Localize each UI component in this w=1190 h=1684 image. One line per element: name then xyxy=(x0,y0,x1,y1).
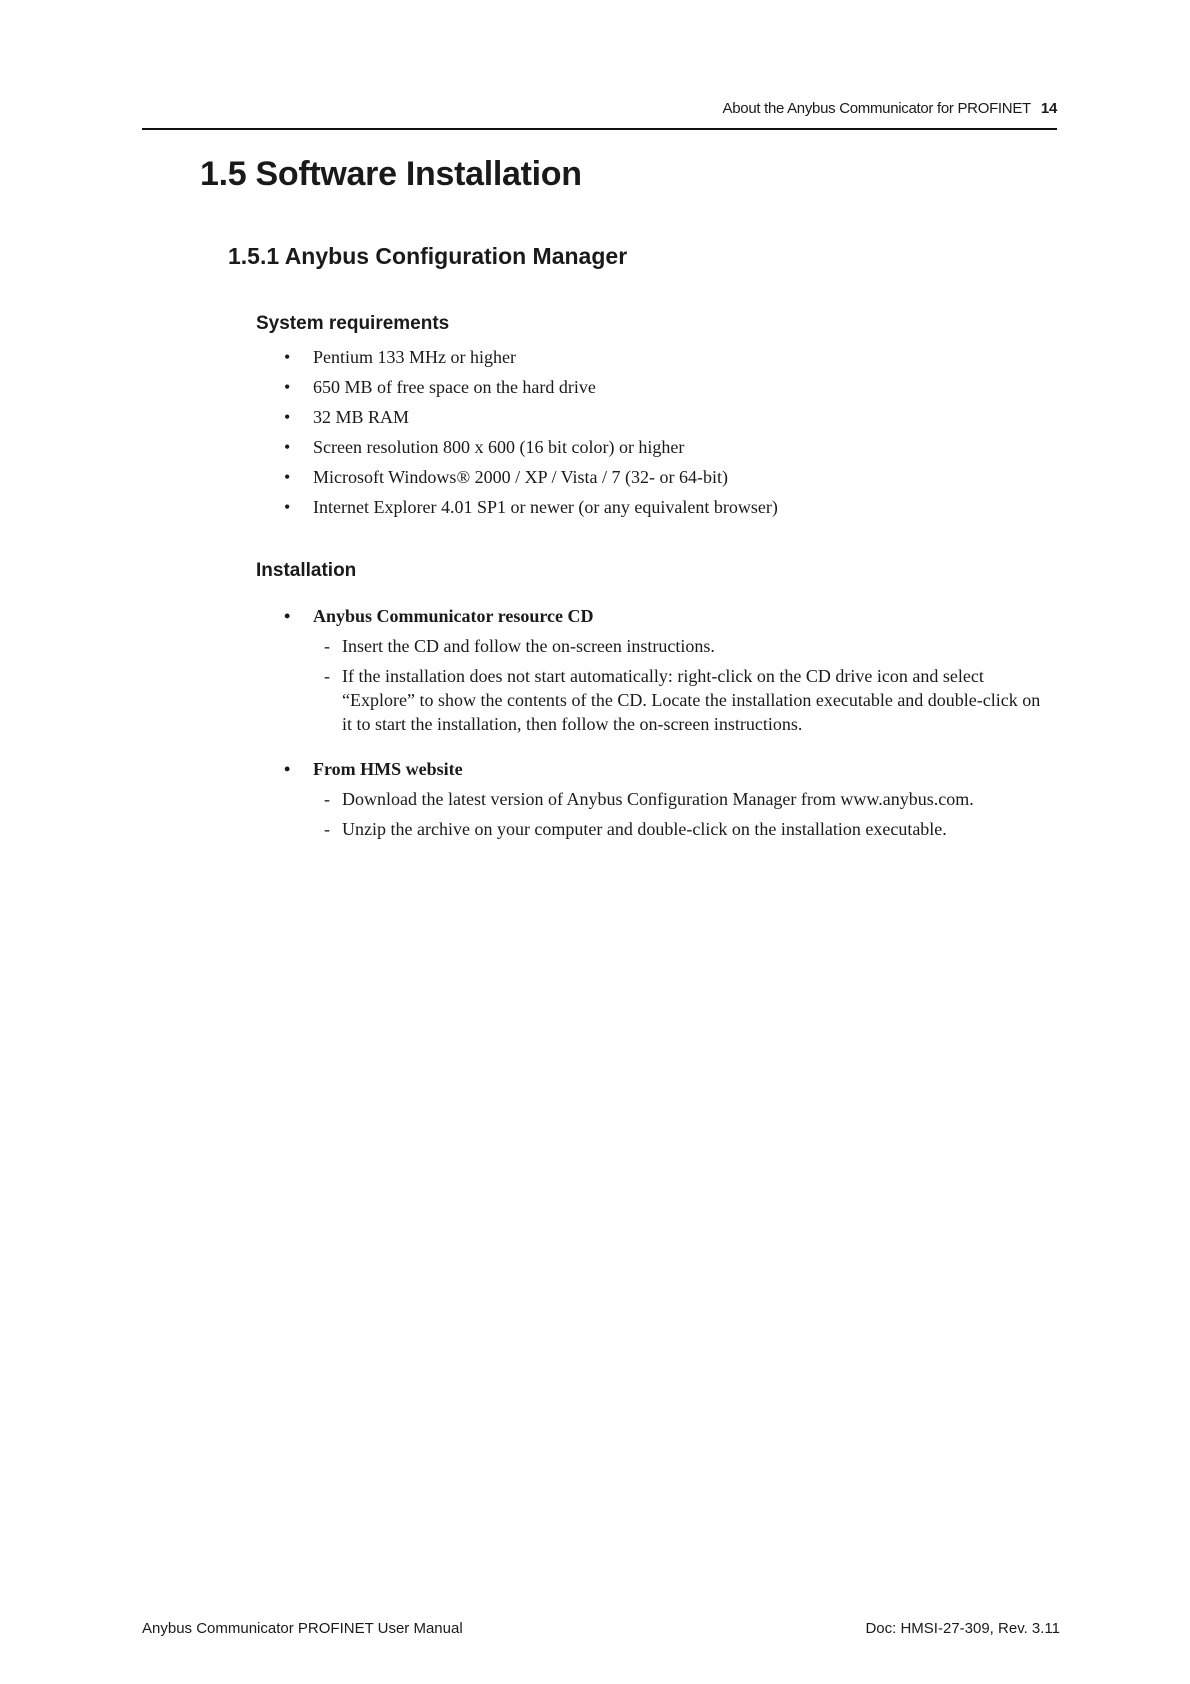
running-header xyxy=(142,100,1057,117)
install-steps xyxy=(284,634,1054,736)
dash-icon: - xyxy=(324,636,330,656)
bullet-icon: • xyxy=(284,407,291,427)
install-option-title-text: From HMS website xyxy=(313,759,463,779)
page-number: 14 xyxy=(1040,100,1057,117)
requirement-text: 650 MB of free space on the hard drive xyxy=(313,377,596,397)
dash-icon: - xyxy=(324,789,330,809)
installation-heading: Installation xyxy=(256,560,357,581)
install-option-title xyxy=(284,757,1054,787)
requirement-text: Pentium 133 MHz or higher xyxy=(313,347,516,367)
install-step-text: Unzip the archive on your computer and double-click on the installation executable. xyxy=(342,819,947,839)
install-option-title xyxy=(284,604,1054,634)
dash-icon: - xyxy=(324,819,330,839)
install-option-title-text: Anybus Communicator resource CD xyxy=(313,606,594,626)
bullet-icon: • xyxy=(284,437,291,457)
install-steps xyxy=(284,787,1054,841)
install-option-cd xyxy=(284,604,1054,742)
list-item xyxy=(284,465,778,495)
list-item xyxy=(284,405,778,435)
install-step-text: If the installation does not start automatically: right-click on the CD drive icon and select “Explore” to show the contents of the CD. Locate the installation executable and double-click on it to start the installation, then follow the on-screen instructions. xyxy=(342,666,1041,734)
list-item xyxy=(284,817,1054,841)
list-item xyxy=(284,375,778,405)
bullet-icon: • xyxy=(284,606,291,626)
system-requirements-list xyxy=(284,345,778,525)
header-rule xyxy=(142,128,1057,130)
list-item xyxy=(284,495,778,525)
list-item xyxy=(284,345,778,375)
bullet-icon: • xyxy=(284,467,291,487)
running-header-title: About the Anybus Communicator for PROFINET xyxy=(722,100,1031,117)
footer-manual-title: Anybus Communicator PROFINET User Manual xyxy=(142,1620,463,1637)
subsection-title: 1.5.1 Anybus Configuration Manager xyxy=(228,243,628,269)
footer-doc-id: Doc: HMSI-27-309, Rev. 3.11 xyxy=(865,1620,1060,1637)
requirement-text: Internet Explorer 4.01 SP1 or newer (or any equivalent browser) xyxy=(313,497,778,517)
install-option-website xyxy=(284,757,1054,847)
install-step-text: Insert the CD and follow the on-screen instructions. xyxy=(342,636,715,656)
bullet-icon: • xyxy=(284,759,291,779)
requirement-text: 32 MB RAM xyxy=(313,407,410,427)
bullet-icon: • xyxy=(284,497,291,517)
bullet-icon: • xyxy=(284,347,291,367)
system-requirements-heading: System requirements xyxy=(256,313,450,334)
section-title: 1.5 Software Installation xyxy=(200,155,582,193)
list-item xyxy=(284,634,1054,658)
install-step-text: Download the latest version of Anybus Configuration Manager from www.anybus.com. xyxy=(342,789,974,809)
dash-icon: - xyxy=(324,666,330,686)
list-item xyxy=(284,435,778,465)
requirement-text: Microsoft Windows® 2000 / XP / Vista / 7 (32- or 64-bit) xyxy=(313,467,729,487)
requirement-text: Screen resolution 800 x 600 (16 bit color) or higher xyxy=(313,437,685,457)
list-item xyxy=(284,787,1054,811)
bullet-icon: • xyxy=(284,377,291,397)
list-item xyxy=(284,664,1054,736)
